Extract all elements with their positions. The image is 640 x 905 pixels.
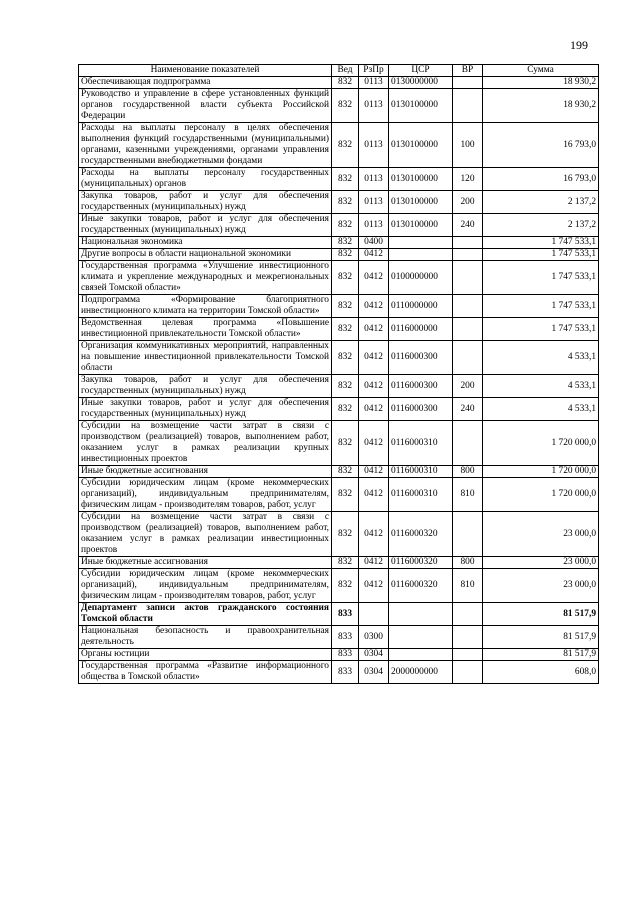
cell-csr: 0116000310 (389, 466, 453, 478)
cell-name: Государственная программа «Развитие информационного общества в Томской области» (79, 661, 332, 684)
cell-sum: 16 793,0 (483, 168, 599, 191)
cell-rzpr: 0113 (359, 77, 389, 89)
cell-rzpr: 0412 (359, 569, 389, 603)
cell-csr (389, 626, 453, 649)
cell-sum: 81 517,9 (483, 603, 599, 626)
cell-csr: 0130100000 (389, 89, 453, 123)
cell-csr: 0116000320 (389, 557, 453, 569)
cell-name: Субсидии юридическим лицам (кроме некоммерческих организаций), индивидуальным предпринимателям, физическим лицам - производителям товаров, работ, услуг (79, 569, 332, 603)
table-row (79, 77, 599, 89)
cell-vr (453, 295, 483, 318)
table-row (79, 626, 599, 649)
cell-name: Ведомственная целевая программа «Повышение инвестиционной привлекательности Томской области» (79, 318, 332, 341)
cell-rzpr: 0412 (359, 421, 389, 466)
cell-sum: 1 747 533,1 (483, 295, 599, 318)
cell-rzpr: 0412 (359, 318, 389, 341)
cell-sum: 23 000,0 (483, 512, 599, 557)
cell-name: Закупка товаров, работ и услуг для обеспечения государственных (муниципальных) нужд (79, 375, 332, 398)
header-name: Наименование показателей (79, 65, 332, 77)
table-row (79, 249, 599, 261)
cell-csr: 0116000300 (389, 341, 453, 375)
cell-sum: 1 747 533,1 (483, 249, 599, 261)
cell-vr (453, 603, 483, 626)
table-row (79, 398, 599, 421)
table-row (79, 123, 599, 168)
cell-name: Субсидии юридическим лицам (кроме некоммерческих организаций), индивидуальным предпринимателям, физическим лицам - производителям товаров, работ, услуг (79, 478, 332, 512)
cell-name: Иные закупки товаров, работ и услуг для обеспечения государственных (муниципальных) нужд (79, 214, 332, 237)
page-number: 199 (570, 38, 588, 52)
cell-name: Иные бюджетные ассигнования (79, 557, 332, 569)
table-row (79, 649, 599, 661)
cell-sum: 4 533,1 (483, 398, 599, 421)
table-row (79, 341, 599, 375)
cell-name: Подпрограмма «Формирование благоприятного инвестиционного климата на территории Томской области» (79, 295, 332, 318)
cell-csr: 0116000320 (389, 569, 453, 603)
cell-csr (389, 603, 453, 626)
cell-rzpr: 0113 (359, 123, 389, 168)
cell-vr: 810 (453, 478, 483, 512)
cell-rzpr: 0400 (359, 237, 389, 249)
cell-rzpr: 0113 (359, 89, 389, 123)
cell-csr (389, 649, 453, 661)
cell-vr: 240 (453, 214, 483, 237)
cell-rzpr: 0412 (359, 341, 389, 375)
cell-ved: 833 (332, 626, 359, 649)
cell-sum: 2 137,2 (483, 214, 599, 237)
cell-name: Национальная безопасность и правоохранительная деятельность (79, 626, 332, 649)
cell-ved: 832 (332, 421, 359, 466)
cell-vr: 800 (453, 466, 483, 478)
table-row (79, 191, 599, 214)
cell-rzpr: 0113 (359, 191, 389, 214)
cell-name: Государственная программа «Улучшение инвестиционного климата и укрепление международных и межрегиональных связей Томской области» (79, 261, 332, 295)
cell-vr (453, 318, 483, 341)
cell-csr: 0116000310 (389, 478, 453, 512)
cell-csr (389, 249, 453, 261)
table-row (79, 478, 599, 512)
table-header-row (79, 65, 599, 77)
cell-name: Организация коммуникативных мероприятий, направленных на повышение инвестиционной привлекательности Томской области (79, 341, 332, 375)
table-row (79, 512, 599, 557)
cell-ved: 832 (332, 557, 359, 569)
cell-vr (453, 77, 483, 89)
cell-rzpr: 0412 (359, 466, 389, 478)
cell-rzpr: 0412 (359, 512, 389, 557)
cell-ved: 832 (332, 341, 359, 375)
table-row (79, 661, 599, 684)
cell-vr (453, 249, 483, 261)
cell-rzpr: 0412 (359, 478, 389, 512)
cell-rzpr: 0412 (359, 398, 389, 421)
table-body (79, 77, 599, 684)
cell-rzpr: 0412 (359, 557, 389, 569)
cell-name: Расходы на выплаты персоналу государственных (муниципальных) органов (79, 168, 332, 191)
cell-name: Другие вопросы в области национальной экономики (79, 249, 332, 261)
budget-table (78, 64, 599, 684)
cell-ved: 832 (332, 295, 359, 318)
table-row (79, 214, 599, 237)
cell-vr: 810 (453, 569, 483, 603)
table-row (79, 557, 599, 569)
cell-name: Субсидии на возмещение части затрат в связи с производством (реализацией) товаров, выполнением работ, оказанием услуг в рамках реализации крупных инвестиционных проектов (79, 421, 332, 466)
cell-vr (453, 89, 483, 123)
cell-vr (453, 512, 483, 557)
cell-rzpr: 0412 (359, 261, 389, 295)
header-ved: Вед (332, 65, 359, 77)
cell-sum: 1 747 533,1 (483, 237, 599, 249)
cell-name: Департамент записи актов гражданского состояния Томской области (79, 603, 332, 626)
cell-rzpr: 0304 (359, 649, 389, 661)
cell-vr (453, 626, 483, 649)
cell-sum: 608,0 (483, 661, 599, 684)
cell-vr (453, 661, 483, 684)
cell-rzpr (359, 603, 389, 626)
cell-rzpr: 0412 (359, 375, 389, 398)
table-row (79, 569, 599, 603)
cell-vr: 120 (453, 168, 483, 191)
cell-sum: 16 793,0 (483, 123, 599, 168)
cell-vr: 800 (453, 557, 483, 569)
cell-sum: 1 747 533,1 (483, 318, 599, 341)
cell-ved: 832 (332, 261, 359, 295)
cell-ved: 832 (332, 249, 359, 261)
cell-vr (453, 261, 483, 295)
cell-sum: 1 747 533,1 (483, 261, 599, 295)
cell-name: Органы юстиции (79, 649, 332, 661)
cell-sum: 81 517,9 (483, 626, 599, 649)
table-row (79, 168, 599, 191)
cell-name: Иные бюджетные ассигнования (79, 466, 332, 478)
table-row (79, 375, 599, 398)
cell-ved: 832 (332, 375, 359, 398)
cell-csr: 0130100000 (389, 191, 453, 214)
cell-vr (453, 237, 483, 249)
cell-rzpr: 0412 (359, 295, 389, 318)
cell-csr: 0130100000 (389, 123, 453, 168)
cell-sum: 1 720 000,0 (483, 421, 599, 466)
table-row (79, 89, 599, 123)
cell-csr: 0116000320 (389, 512, 453, 557)
header-sum: Сумма (483, 65, 599, 77)
cell-rzpr: 0304 (359, 661, 389, 684)
cell-csr: 0130000000 (389, 77, 453, 89)
cell-ved: 832 (332, 569, 359, 603)
table-row (79, 318, 599, 341)
header-rzpr: РзПр (359, 65, 389, 77)
cell-vr: 200 (453, 375, 483, 398)
cell-ved: 832 (332, 466, 359, 478)
cell-ved: 832 (332, 168, 359, 191)
table-row (79, 295, 599, 318)
cell-sum: 1 720 000,0 (483, 478, 599, 512)
table-row (79, 421, 599, 466)
cell-rzpr: 0113 (359, 168, 389, 191)
cell-rzpr: 0113 (359, 214, 389, 237)
cell-csr: 0110000000 (389, 295, 453, 318)
cell-csr (389, 237, 453, 249)
cell-ved: 832 (332, 512, 359, 557)
cell-csr: 2000000000 (389, 661, 453, 684)
cell-sum: 23 000,0 (483, 557, 599, 569)
cell-vr (453, 421, 483, 466)
table-row (79, 466, 599, 478)
table-row (79, 603, 599, 626)
cell-vr (453, 341, 483, 375)
header-csr: ЦСР (389, 65, 453, 77)
cell-vr: 240 (453, 398, 483, 421)
cell-ved: 832 (332, 77, 359, 89)
cell-ved: 833 (332, 649, 359, 661)
cell-csr: 0130100000 (389, 168, 453, 191)
cell-ved: 832 (332, 398, 359, 421)
cell-name: Обеспечивающая подпрограмма (79, 77, 332, 89)
cell-name: Расходы на выплаты персоналу в целях обеспечения выполнения функций государственными (муниципальными) органами, казенными учреждениями, органами управления государственными внебюджетными фондами (79, 123, 332, 168)
header-vr: ВР (453, 65, 483, 77)
cell-sum: 81 517,9 (483, 649, 599, 661)
cell-name: Субсидии на возмещение части затрат в связи с производством (реализацией) товаров, выполнением работ, оказанием услуг в рамках реализации инвестиционных проектов (79, 512, 332, 557)
cell-csr: 0116000310 (389, 421, 453, 466)
cell-vr (453, 649, 483, 661)
cell-name: Руководство и управление в сфере установленных функций органов государственной власти субъекта Российской Федерации (79, 89, 332, 123)
cell-ved: 832 (332, 237, 359, 249)
cell-ved: 832 (332, 89, 359, 123)
cell-csr: 0116000000 (389, 318, 453, 341)
cell-sum: 23 000,0 (483, 569, 599, 603)
cell-vr: 200 (453, 191, 483, 214)
cell-ved: 833 (332, 661, 359, 684)
cell-ved: 832 (332, 214, 359, 237)
cell-sum: 4 533,1 (483, 375, 599, 398)
cell-name: Национальная экономика (79, 237, 332, 249)
cell-sum: 4 533,1 (483, 341, 599, 375)
cell-ved: 832 (332, 478, 359, 512)
table-row (79, 261, 599, 295)
cell-vr: 100 (453, 123, 483, 168)
cell-sum: 18 930,2 (483, 77, 599, 89)
cell-csr: 0100000000 (389, 261, 453, 295)
cell-ved: 832 (332, 123, 359, 168)
cell-name: Закупка товаров, работ и услуг для обеспечения государственных (муниципальных) нужд (79, 191, 332, 214)
cell-name: Иные закупки товаров, работ и услуг для обеспечения государственных (муниципальных) нужд (79, 398, 332, 421)
cell-ved: 832 (332, 191, 359, 214)
cell-csr: 0116000300 (389, 398, 453, 421)
cell-rzpr: 0300 (359, 626, 389, 649)
cell-sum: 18 930,2 (483, 89, 599, 123)
cell-ved: 833 (332, 603, 359, 626)
cell-rzpr: 0412 (359, 249, 389, 261)
cell-sum: 2 137,2 (483, 191, 599, 214)
cell-sum: 1 720 000,0 (483, 466, 599, 478)
table-row (79, 237, 599, 249)
cell-csr: 0130100000 (389, 214, 453, 237)
cell-csr: 0116000300 (389, 375, 453, 398)
cell-ved: 832 (332, 318, 359, 341)
